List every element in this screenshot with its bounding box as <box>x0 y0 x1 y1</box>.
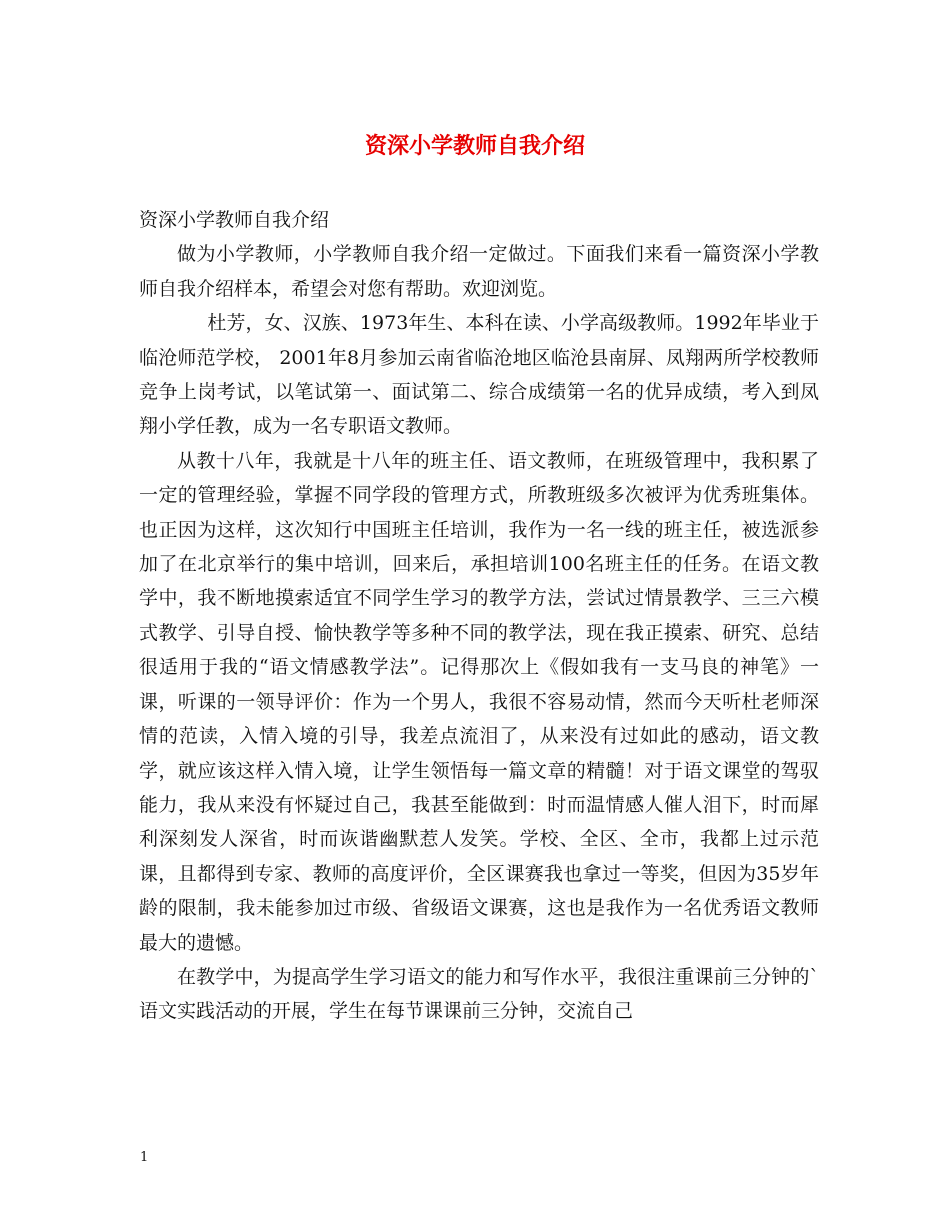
document-title: 资深小学教师自我介绍 <box>364 133 585 159</box>
document-body <box>139 203 819 1029</box>
experience-paragraph: 从教十八年，我就是十八年的班主任、语文教师，在班级管理中，我积累了一定的管理经验，掌握不同学段的管理方式，所教班级多次被评为优秀班集体。也正因为这样，这次知行中国班主任培训，我作为一名一线的班主任，被选派参加了在北京举行的集中培训，回来后，承担培训100名班主任的任务。在语文教学中，我不断地摸索适宜不同学生学习的教学方法，尝试过情景教学、三三六模式教学、引导自授、愉快教学等多种不同的教学法，现在我正摸索、研究、总结很适用于我的“语文情感教学法”。记得那次上《假如我有一支马良的神笔》一课，听课的一领导评价：作为一个男人，我很不容易动情，然而今天听杜老师深情的范读，入情入境的引导，我差点流泪了，从来没有过如此的感动，语文教学，就应该这样入情入境，让学生领悟每一篇文章的精髓！对于语文课堂的驾驭能力，我从来没有怀疑过自己，我甚至能做到：时而温情感人催人泪下，时而犀利深刻发人深省，时而诙谐幽默惹人发笑。学校、全区、全市，我都上过示范课，且都得到专家、教师的高度评价，全区课赛我也拿过一等奖，但因为35岁年龄的限制，我未能参加过市级、省级语文课赛，这也是我作为一名优秀语文教师最大的遗憾。 <box>139 449 819 954</box>
teaching-paragraph: 在教学中，为提高学生学习语文的能力和写作水平，我很注重课前三分钟的`语文实践活动的开展，学生在每节课课前三分钟，交流自己 <box>139 965 819 1023</box>
bio-paragraph: 杜芳，女、汉族、1973年生、本科在读、小学高级教师。1992年毕业于临沧师范学校， 2001年8月参加云南省临沧地区临沧县南屏、凤翔两所学校教师竞争上岗考试，以笔试第一、面试第二、综合成绩第一名的优异成绩，考入到凤翔小学任教，成为一名专职语文教师。 <box>139 312 819 438</box>
page-number: 1 <box>140 1150 149 1165</box>
subtitle-paragraph: 资深小学教师自我介绍 <box>139 209 330 231</box>
intro-paragraph: 做为小学教师，小学教师自我介绍一定做过。下面我们来看一篇资深小学教师自我介绍样本，希望会对您有帮助。欢迎浏览。 <box>139 243 819 300</box>
